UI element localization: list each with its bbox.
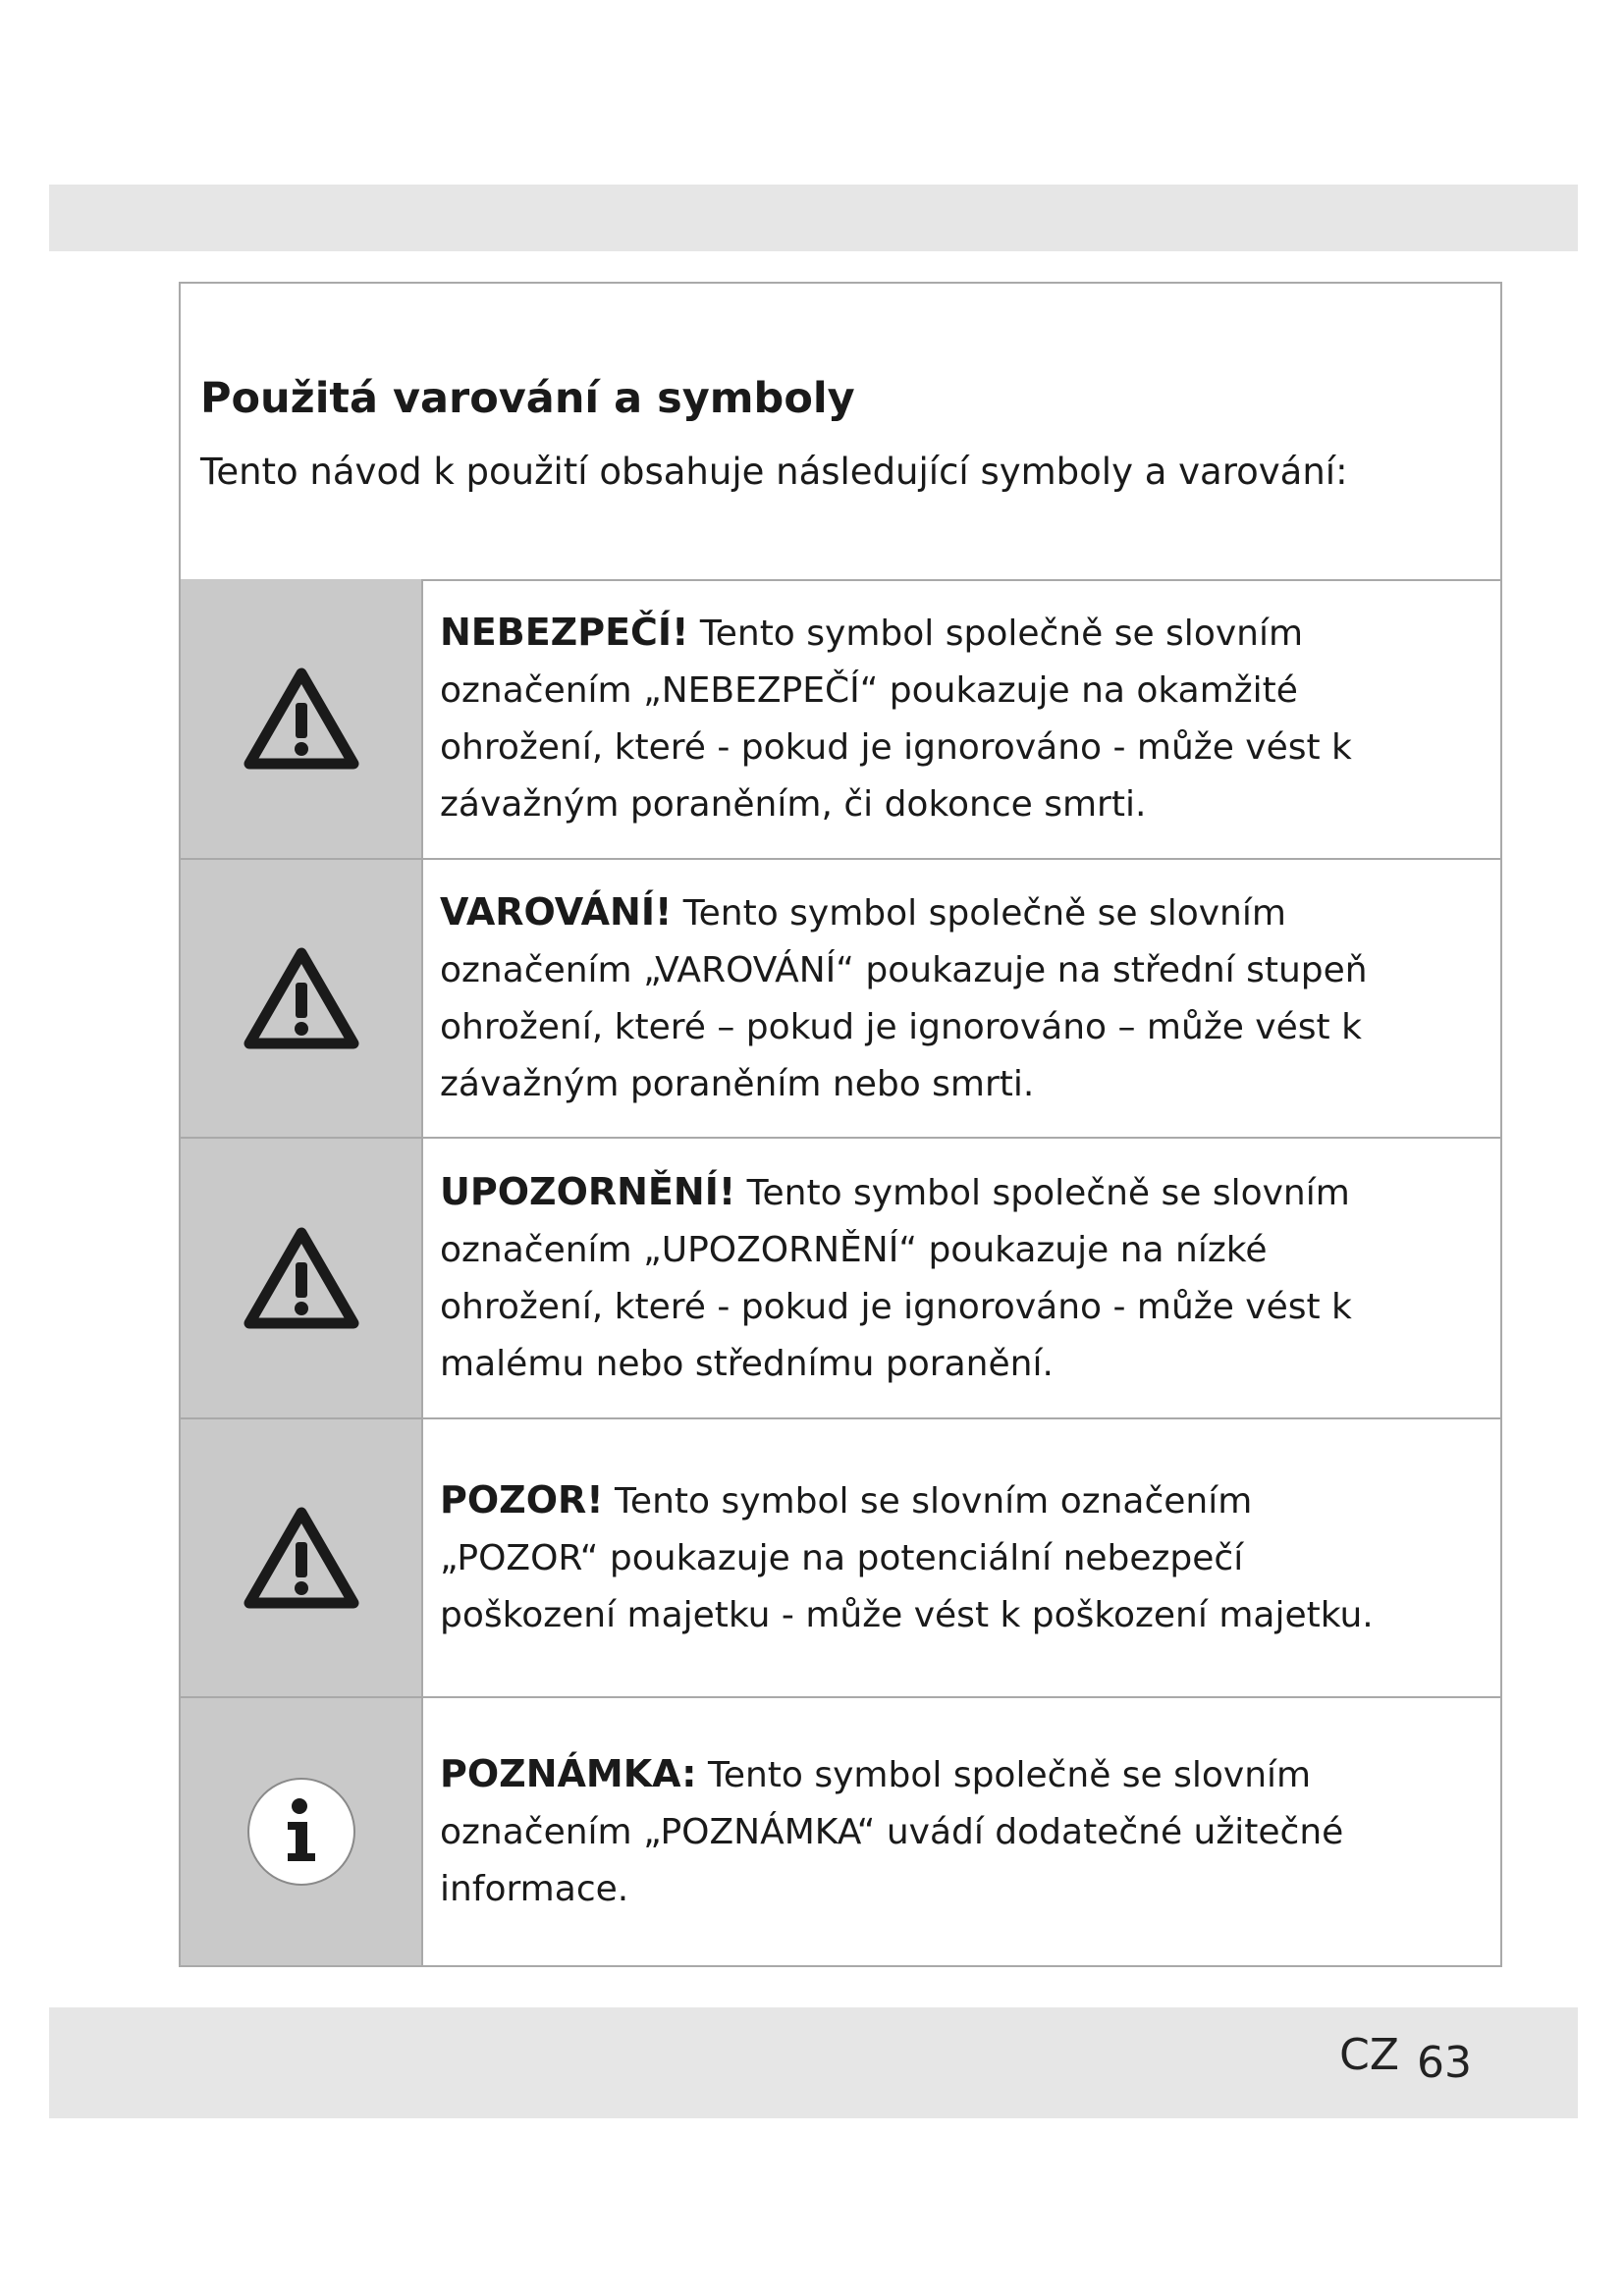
page-footer bbox=[1339, 2030, 1472, 2088]
description-line: NEBEZPEČÍ! Tento symbol společně se slovním bbox=[440, 611, 1304, 654]
symbols-table bbox=[179, 282, 1502, 1967]
icon-cell bbox=[181, 860, 423, 1137]
section-title: Použitá varování a symboly bbox=[200, 374, 855, 423]
warning-triangle-icon bbox=[243, 945, 360, 1051]
description-line: ohrožení, které - pokud je ignorováno - může vést k bbox=[440, 1287, 1352, 1327]
warning-triangle-icon bbox=[243, 1505, 360, 1611]
header-band bbox=[49, 185, 1578, 251]
description-cell bbox=[440, 1698, 1500, 1965]
keyword-notice: POZOR! bbox=[440, 1478, 604, 1522]
table-row bbox=[181, 1139, 1500, 1419]
info-icon bbox=[244, 1775, 358, 1889]
description-line: „POZOR“ poukazuje na potenciální nebezpečí bbox=[440, 1538, 1244, 1578]
description-cell bbox=[440, 1139, 1500, 1417]
table-row bbox=[181, 1419, 1500, 1698]
description-cell bbox=[440, 1419, 1500, 1696]
description-line: označením „NEBEZPEČÍ“ poukazuje na okamžité bbox=[440, 670, 1298, 711]
keyword-danger: NEBEZPEČÍ! bbox=[440, 611, 689, 654]
description-line: poškození majetku - může vést k poškození majetku. bbox=[440, 1595, 1374, 1635]
description-line: POZNÁMKA: Tento symbol společně se slovním bbox=[440, 1752, 1312, 1795]
description-line: závažným poraněním, či dokonce smrti. bbox=[440, 784, 1147, 825]
language-code: CZ bbox=[1339, 2030, 1399, 2080]
description-line: ohrožení, které – pokud je ignorováno – může vést k bbox=[440, 1007, 1362, 1047]
keyword-note: POZNÁMKA: bbox=[440, 1752, 697, 1795]
description-line: UPOZORNĚNÍ! Tento symbol společně se slovním bbox=[440, 1170, 1350, 1213]
description-line: označením „POZNÁMKA“ uvádí dodatečné užitečné bbox=[440, 1812, 1344, 1852]
table-row bbox=[181, 860, 1500, 1139]
description-line: POZOR! Tento symbol se slovním označením bbox=[440, 1478, 1253, 1522]
warning-triangle-icon bbox=[243, 1225, 360, 1331]
warning-triangle-icon bbox=[243, 666, 360, 772]
intro-text: Tento návod k použití obsahuje následující symboly a varování: bbox=[200, 451, 1348, 493]
table-row bbox=[181, 1698, 1500, 1965]
icon-cell bbox=[181, 579, 423, 858]
table-row bbox=[181, 579, 1500, 860]
description-line: malému nebo střednímu poranění. bbox=[440, 1344, 1054, 1384]
icon-cell bbox=[181, 1419, 423, 1696]
description-cell bbox=[440, 579, 1500, 858]
keyword-warning: VAROVÁNÍ! bbox=[440, 890, 673, 934]
description-line: závažným poraněním nebo smrti. bbox=[440, 1064, 1035, 1104]
description-line: označením „VAROVÁNÍ“ poukazuje na střední stupeň bbox=[440, 950, 1368, 990]
description-cell bbox=[440, 860, 1500, 1137]
intro-section bbox=[181, 284, 1500, 581]
description-line: informace. bbox=[440, 1869, 629, 1909]
icon-cell bbox=[181, 1139, 423, 1417]
page-number: 63 bbox=[1417, 2038, 1472, 2088]
keyword-caution: UPOZORNĚNÍ! bbox=[440, 1170, 736, 1213]
description-line: označením „UPOZORNĚNÍ“ poukazuje na nízké bbox=[440, 1230, 1268, 1270]
icon-cell bbox=[181, 1698, 423, 1965]
description-line: ohrožení, které - pokud je ignorováno - může vést k bbox=[440, 727, 1352, 768]
description-line: VAROVÁNÍ! Tento symbol společně se slovním bbox=[440, 890, 1286, 934]
